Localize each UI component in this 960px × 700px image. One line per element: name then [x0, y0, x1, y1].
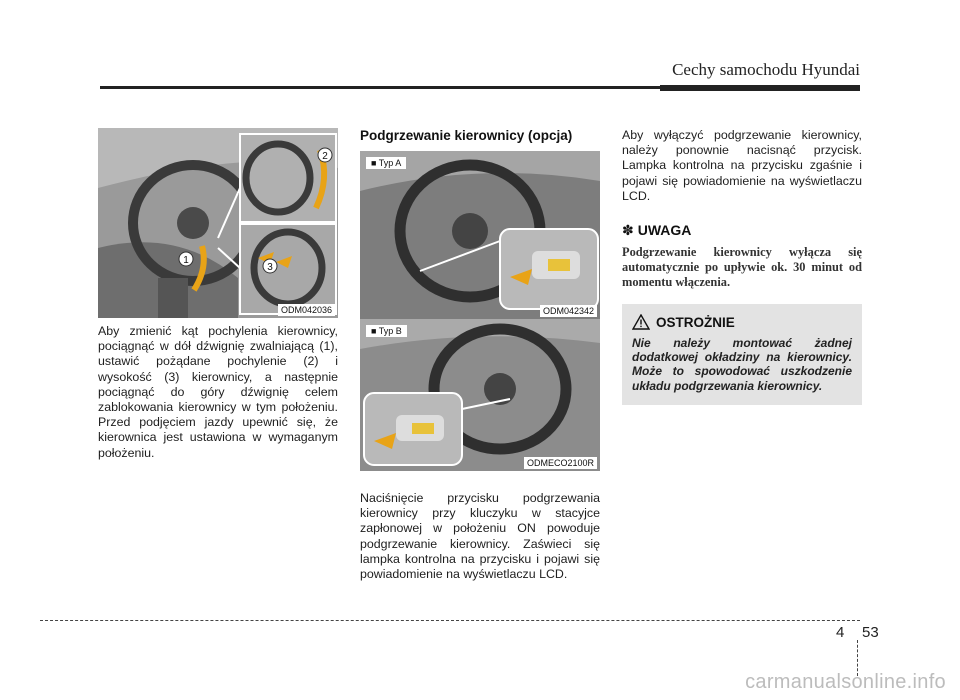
note-heading: [622, 222, 862, 239]
page-number: 53: [862, 624, 879, 641]
disable-heating-text: Aby wyłączyć podgrzewanie kierownicy, należy ponownie nacisnąć przycisk. Lampka kontrolna na przycisku zgaśnie i pojawi się powiadomienie na wyświetlaczu LCD.: [622, 128, 862, 203]
type-a-illustration: [360, 151, 600, 319]
column-heated-steering: [360, 128, 600, 582]
column-steering-tilt: [98, 128, 338, 461]
heated-steering-text: Naciśnięcie przycisku podgrzewania kierownicy przy kluczyku w stacyjce zapłonowej w położeniu ON powoduje podgrzewanie kierownicy. Zaświeci się lampka kontrolna na przycisku i pojawi się powiadomienie na wyświetlaczu LCD.: [360, 491, 600, 582]
callout-2: 2: [322, 151, 328, 162]
section-number: 4: [836, 624, 845, 641]
caution-text: Nie należy montować żadnej dodatkowej okładziny na kierownicy. Może to spowodować uszkodzenie układu podgrzewania kierownicy.: [632, 336, 852, 393]
watermark: carmanualsonline.info: [745, 671, 946, 693]
header-title: Cechy samochodu Hyundai: [672, 60, 860, 79]
callout-3: 3: [267, 262, 273, 273]
caution-box: [622, 304, 862, 405]
type-b-illustration: [360, 319, 600, 471]
heated-steering-figure-a: [360, 151, 600, 319]
callout-1: 1: [183, 255, 189, 266]
note-star-icon: ✽: [622, 222, 634, 239]
caution-header: [632, 314, 852, 330]
heated-steering-figure-b: [360, 319, 600, 471]
figure-code: ODM042036: [278, 304, 335, 316]
steering-tilt-figure: [98, 128, 338, 318]
steering-tilt-illustration: [98, 128, 338, 318]
note-text: Podgrzewanie kierownicy wyłącza się automatycznie po upływie ok. 30 minut od momentu włączenia.: [622, 245, 862, 290]
type-a-label: ■ Typ A: [366, 157, 406, 169]
footer-dashed-rule: [40, 620, 860, 621]
header-accent-bar: [660, 85, 860, 91]
caution-title: OSTROŻNIE: [656, 314, 735, 330]
warning-triangle-icon: [632, 314, 650, 330]
section-heading: Podgrzewanie kierownicy (opcja): [360, 128, 573, 143]
figure-code-a: ODM042342: [540, 305, 597, 317]
column-disable-heating: [622, 128, 862, 405]
figure-code-b: ODMECO2100R: [524, 457, 597, 469]
type-b-label: ■ Typ B: [366, 325, 407, 337]
note-title: UWAGA: [637, 222, 692, 239]
steering-tilt-text: Aby zmienić kąt pochylenia kierownicy, pociągnąć w dół dźwignię zwalniającą (1), ustawić pożądane pochylenie (2) i wysokość (3) kierownicy, a następnie pociągnąć do góry dźwignię celem zablokowania kierownicy w tym położeniu. Przed podjęciem jazdy upewnić się, że kierownica jest ustawiona w wymaganym położeniu.: [98, 324, 338, 460]
